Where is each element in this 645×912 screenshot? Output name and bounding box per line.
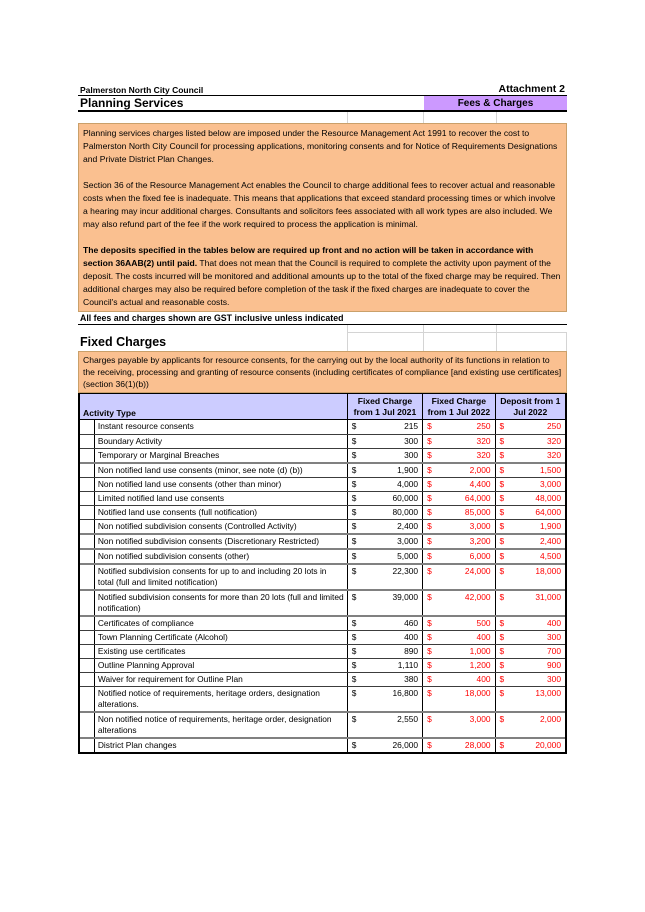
- table-row: [80, 737, 565, 752]
- amount-value: 60,000: [392, 493, 419, 503]
- amount-value: 460: [404, 618, 419, 628]
- currency-symbol: $: [351, 493, 357, 503]
- amount-value: 3,000: [469, 714, 491, 724]
- fixed-2021-cell: [347, 645, 422, 658]
- amount-value: 22,300: [392, 566, 419, 576]
- gridline: [423, 112, 424, 123]
- activity-cell: Non notified subdivision consents (Discretionary Restricted): [94, 535, 347, 548]
- currency-symbol: $: [351, 592, 357, 602]
- intro-paragraph-3: [83, 244, 561, 309]
- activity-cell: Notified subdivision consents for up to and including 20 lots in total (full and limited notification): [94, 565, 347, 589]
- table-row: [80, 491, 565, 505]
- amount-value: 320: [476, 436, 491, 446]
- row-spacer-cell: [80, 506, 94, 519]
- fixed-2021-cell: [347, 535, 422, 548]
- fixed-2021-cell: [347, 550, 422, 563]
- amount-value: 320: [547, 450, 561, 460]
- row-spacer-cell: [80, 631, 94, 644]
- currency-symbol: $: [351, 714, 357, 724]
- amount-value: 1,500: [540, 465, 561, 475]
- fixed-2021-cell: [347, 631, 422, 644]
- currency-symbol: $: [351, 536, 357, 546]
- deposit-cell: [495, 435, 565, 448]
- currency-symbol: $: [427, 714, 432, 724]
- amount-value: 80,000: [392, 507, 419, 517]
- currency-symbol: $: [351, 507, 357, 517]
- header-line: Jul 2022: [513, 406, 548, 417]
- intro-block: [78, 123, 567, 312]
- header-row-2: [78, 96, 567, 112]
- table-row: [80, 658, 565, 672]
- gridline: [423, 333, 424, 351]
- currency-symbol: $: [427, 688, 432, 698]
- fixed-2021-cell: [347, 659, 422, 672]
- activity-cell: Non notified land use consents (minor, see note (d) (b)): [94, 464, 347, 477]
- row-spacer-cell: [80, 687, 94, 711]
- table-row: [80, 672, 565, 686]
- row-spacer-cell: [80, 464, 94, 477]
- currency-symbol: $: [499, 688, 505, 698]
- activity-cell: Limited notified land use consents: [94, 492, 347, 505]
- table-row: [80, 589, 565, 615]
- fixed-2022-cell: [422, 492, 494, 505]
- fixed-2021-cell: [347, 673, 422, 686]
- fixed-2022-cell: [422, 420, 494, 434]
- council-name: Palmerston North City Council: [80, 85, 204, 95]
- intro-paragraph-2: Section 36 of the Resource Management Act enables the Council to charge additional fees to recover actual and reasonable costs when the fixed fee is inadequate. This means that applications that exceed standard processing times or which involve a hearing may incur additional charges. Consultants and solicitors fees associated with all work types are also included. We may also refund part of the fee if the work required to process the application is minimal.: [83, 180, 556, 229]
- deposit-cell: [495, 659, 565, 672]
- fixed-2021-cell: [347, 520, 422, 533]
- gridline: [347, 112, 348, 123]
- currency-symbol: $: [427, 632, 432, 642]
- activity-cell: Non notified notice of requirements, heritage order, designation alterations: [94, 713, 347, 737]
- currency-symbol: $: [499, 507, 505, 517]
- activity-cell: Existing use certificates: [94, 645, 347, 658]
- amount-value: 24,000: [464, 566, 491, 576]
- currency-symbol: $: [351, 479, 357, 489]
- activity-cell: Non notified subdivision consents (Controlled Activity): [94, 520, 347, 533]
- fixed-2022-cell: [422, 713, 494, 737]
- empty-grid-row: [78, 112, 567, 123]
- table-row: [80, 519, 565, 533]
- table-row: [80, 563, 565, 589]
- row-spacer-cell: [80, 420, 94, 434]
- table-row: [80, 615, 565, 630]
- amount-value: 16,800: [392, 688, 419, 698]
- gridline: [496, 333, 497, 351]
- row-spacer-cell: [80, 673, 94, 686]
- activity-cell: Temporary or Marginal Breaches: [94, 449, 347, 462]
- deposit-cell: [495, 713, 565, 737]
- currency-symbol: $: [499, 536, 505, 546]
- table-row: [80, 711, 565, 737]
- deposit-cell: [495, 565, 565, 589]
- amount-value: 250: [476, 421, 491, 431]
- fixed-2022-cell: [422, 449, 494, 462]
- currency-symbol: $: [499, 436, 505, 446]
- deposit-cell: [495, 673, 565, 686]
- fixed-2022-cell: [422, 565, 494, 589]
- fixed-2022-cell: [422, 645, 494, 658]
- amount-value: 2,400: [397, 521, 419, 531]
- row-spacer-cell: [80, 520, 94, 533]
- amount-value: 1,200: [469, 660, 491, 670]
- amount-value: 64,000: [535, 507, 561, 517]
- deposit-cell: [495, 631, 565, 644]
- currency-symbol: $: [499, 714, 505, 724]
- currency-symbol: $: [499, 551, 505, 561]
- table-row: [80, 644, 565, 658]
- currency-symbol: $: [427, 566, 432, 576]
- fixed-2022-cell: [422, 631, 494, 644]
- currency-symbol: $: [351, 618, 357, 628]
- amount-value: 320: [476, 450, 491, 460]
- currency-symbol: $: [351, 436, 357, 446]
- activity-cell: Non notified subdivision consents (other): [94, 550, 347, 563]
- currency-symbol: $: [427, 421, 432, 431]
- activity-cell: Outline Planning Approval: [94, 659, 347, 672]
- currency-symbol: $: [351, 521, 357, 531]
- deposit-cell: [495, 506, 565, 519]
- amount-value: 5,000: [397, 551, 419, 561]
- deposit-cell: [495, 478, 565, 491]
- amount-value: 500: [476, 618, 491, 628]
- activity-cell: Certificates of compliance: [94, 617, 347, 630]
- currency-symbol: $: [427, 674, 432, 684]
- amount-value: 1,900: [397, 465, 419, 475]
- currency-symbol: $: [427, 592, 432, 602]
- deposit-cell: [495, 492, 565, 505]
- activity-cell: Notified land use consents (full notification): [94, 506, 347, 519]
- fees-table-header: [80, 394, 565, 420]
- table-row: [80, 505, 565, 519]
- amount-value: 13,000: [535, 688, 561, 698]
- amount-value: 900: [547, 660, 561, 670]
- currency-symbol: $: [351, 660, 357, 670]
- amount-value: 1,900: [540, 521, 561, 531]
- table-row: [80, 477, 565, 491]
- amount-value: 18,000: [464, 688, 491, 698]
- currency-symbol: $: [427, 536, 432, 546]
- table-row: [80, 462, 565, 477]
- table-row: [80, 434, 565, 448]
- row-spacer-cell: [80, 591, 94, 615]
- amount-value: 700: [547, 646, 561, 656]
- currency-symbol: $: [427, 465, 432, 475]
- currency-symbol: $: [499, 521, 505, 531]
- currency-symbol: $: [351, 632, 357, 642]
- fixed-2022-cell: [422, 435, 494, 448]
- amount-value: 400: [476, 674, 491, 684]
- page-title: Planning Services: [80, 96, 184, 110]
- table-row: [80, 533, 565, 548]
- currency-symbol: $: [351, 740, 357, 750]
- fixed-2022-cell: [422, 673, 494, 686]
- amount-value: 28,000: [464, 740, 491, 750]
- fees-table: [78, 393, 567, 754]
- amount-value: 380: [404, 674, 419, 684]
- gst-note: All fees and charges shown are GST inclusive unless indicated: [78, 312, 567, 325]
- amount-value: 1,000: [469, 646, 491, 656]
- table-row: [80, 548, 565, 563]
- amount-value: 300: [547, 632, 561, 642]
- amount-value: 4,000: [397, 479, 419, 489]
- fixed-2021-cell: [347, 739, 422, 752]
- row-spacer-cell: [80, 435, 94, 448]
- fixed-2022-cell: [422, 591, 494, 615]
- amount-value: 300: [547, 674, 561, 684]
- currency-symbol: $: [427, 507, 432, 517]
- amount-value: 64,000: [464, 493, 491, 503]
- currency-symbol: $: [427, 551, 432, 561]
- currency-symbol: $: [499, 493, 505, 503]
- amount-value: 39,000: [392, 592, 419, 602]
- currency-symbol: $: [499, 646, 505, 656]
- amount-value: 18,000: [535, 566, 561, 576]
- currency-symbol: $: [351, 566, 357, 576]
- deposit-cell: [495, 591, 565, 615]
- gridline: [566, 333, 567, 351]
- row-spacer-cell: [80, 492, 94, 505]
- amount-value: 48,000: [535, 493, 561, 503]
- amount-value: 3,200: [469, 536, 491, 546]
- amount-value: 6,000: [469, 551, 491, 561]
- currency-symbol: $: [351, 646, 357, 656]
- currency-symbol: $: [499, 592, 505, 602]
- section-title-row: [78, 333, 567, 351]
- row-spacer-cell: [80, 713, 94, 737]
- fixed-2021-cell: [347, 713, 422, 737]
- empty-grid-row: [78, 325, 567, 333]
- fixed-2021-cell: [347, 449, 422, 462]
- gridline: [347, 333, 348, 351]
- amount-value: 890: [404, 646, 419, 656]
- fixed-2021-cell: [347, 435, 422, 448]
- header-line: from 1 Jul 2021: [353, 406, 417, 417]
- row-spacer-cell: [80, 617, 94, 630]
- table-row: [80, 448, 565, 462]
- amount-value: 3,000: [540, 479, 561, 489]
- amount-value: 26,000: [392, 740, 419, 750]
- document-content: [78, 80, 567, 754]
- activity-cell: District Plan changes: [94, 739, 347, 752]
- deposit-cell: [495, 449, 565, 462]
- deposit-cell: [495, 687, 565, 711]
- amount-value: 215: [404, 421, 419, 431]
- row-spacer-cell: [80, 645, 94, 658]
- table-row: [80, 686, 565, 711]
- intro-paragraph-1: Planning services charges listed below are imposed under the Resource Management Act 1991 to recover the cost to Palmerston North City Council for processing applications, monitoring consents and for Notice of Requirements Designations and Private District Plan Changes.: [83, 128, 558, 164]
- fixed-2021-cell: [347, 478, 422, 491]
- amount-value: 3,000: [397, 536, 419, 546]
- currency-symbol: $: [499, 566, 505, 576]
- gridline: [496, 112, 497, 123]
- header-line: Deposit from 1: [500, 395, 561, 406]
- amount-value: 3,000: [469, 521, 491, 531]
- currency-symbol: $: [499, 618, 505, 628]
- section-description: Charges payable by applicants for resource consents, for the carrying out by the local authority of its functions in relation to the receiving, processing and granting of resource consents (including certificates of compliance [and existing use certificates] (section 36(1)(b)): [78, 351, 567, 393]
- fixed-2022-cell: [422, 535, 494, 548]
- deposit-cell: [495, 464, 565, 477]
- amount-value: 4,500: [540, 551, 561, 561]
- currency-symbol: $: [427, 479, 432, 489]
- header-line: Fixed Charge: [357, 395, 413, 406]
- amount-value: 4,400: [469, 479, 491, 489]
- currency-symbol: $: [351, 674, 357, 684]
- fixed-2022-cell: [422, 478, 494, 491]
- fees-table-body: [80, 420, 565, 752]
- fixed-2021-cell: [347, 506, 422, 519]
- currency-symbol: $: [427, 436, 432, 446]
- currency-symbol: $: [499, 660, 505, 670]
- fixed-2022-cell: [422, 506, 494, 519]
- currency-symbol: $: [351, 551, 357, 561]
- amount-value: 2,400: [540, 536, 561, 546]
- amount-value: 2,000: [469, 465, 491, 475]
- currency-symbol: $: [427, 521, 432, 531]
- fixed-2021-cell: [347, 565, 422, 589]
- activity-cell: Boundary Activity: [94, 435, 347, 448]
- amount-value: 400: [547, 618, 561, 628]
- fixed-charge-2021-header: [347, 394, 422, 419]
- fees-charges-badge: Fees & Charges: [424, 96, 567, 110]
- currency-symbol: $: [499, 740, 505, 750]
- fixed-2022-cell: [422, 687, 494, 711]
- row-spacer-cell: [80, 449, 94, 462]
- deposit-cell: [495, 520, 565, 533]
- header-row-1: [78, 80, 567, 96]
- amount-value: 400: [476, 632, 491, 642]
- activity-cell: Notified notice of requirements, heritage orders, designation alterations.: [94, 687, 347, 711]
- fixed-2021-cell: [347, 591, 422, 615]
- currency-symbol: $: [427, 618, 432, 628]
- table-row: [80, 630, 565, 644]
- header-line: Fixed Charge: [431, 395, 487, 406]
- deposits-rest-text: That does not mean that the Council is required to complete the activity upon payment of the deposit. The costs incurred will be monitored and additional amounts up to the total of the fixed charge may be required. Then additional charges may also be required before completion of the task if the fixed charges are inadequate to cover the Council's actual and reasonable costs.: [83, 258, 561, 307]
- fixed-2022-cell: [422, 550, 494, 563]
- attachment-label: Attachment 2: [498, 83, 565, 95]
- row-spacer-cell: [80, 535, 94, 548]
- amount-value: 300: [404, 450, 419, 460]
- deposit-cell: [495, 420, 565, 434]
- deposit-cell: [495, 550, 565, 563]
- row-spacer-cell: [80, 659, 94, 672]
- fixed-charge-2022-header: [422, 394, 494, 419]
- activity-cell: Notified subdivision consents for more than 20 lots (full and limited notification): [94, 591, 347, 615]
- deposit-cell: [495, 645, 565, 658]
- currency-symbol: $: [351, 450, 357, 460]
- amount-value: 31,000: [535, 592, 561, 602]
- amount-value: 2,550: [397, 714, 419, 724]
- amount-value: 20,000: [535, 740, 561, 750]
- header-line: from 1 Jul 2022: [427, 406, 491, 417]
- amount-value: 1,110: [397, 660, 419, 670]
- deposit-cell: [495, 739, 565, 752]
- fixed-2021-cell: [347, 464, 422, 477]
- amount-value: 320: [547, 436, 561, 446]
- activity-cell: Waiver for requirement for Outline Plan: [94, 673, 347, 686]
- currency-symbol: $: [499, 450, 505, 460]
- activity-cell: Town Planning Certificate (Alcohol): [94, 631, 347, 644]
- deposit-cell: [495, 617, 565, 630]
- activity-cell: Instant resource consents: [94, 420, 347, 434]
- currency-symbol: $: [427, 660, 432, 670]
- currency-symbol: $: [427, 450, 432, 460]
- currency-symbol: $: [427, 646, 432, 656]
- currency-symbol: $: [499, 674, 505, 684]
- row-spacer-cell: [80, 478, 94, 491]
- fixed-2021-cell: [347, 492, 422, 505]
- currency-symbol: $: [499, 421, 505, 431]
- amount-value: 300: [404, 436, 419, 446]
- row-spacer-cell: [80, 739, 94, 752]
- currency-symbol: $: [427, 740, 432, 750]
- table-row: [80, 420, 565, 434]
- activity-type-header: Activity Type: [83, 408, 136, 418]
- fixed-2021-cell: [347, 617, 422, 630]
- fixed-2021-cell: [347, 687, 422, 711]
- deposits-bold-text: The deposits specified in the tables below are required up front and no action will be taken in accordance with section 36AAB(2) until paid.: [83, 245, 534, 268]
- row-spacer-cell: [80, 565, 94, 589]
- fixed-2022-cell: [422, 617, 494, 630]
- currency-symbol: $: [499, 465, 505, 475]
- currency-symbol: $: [427, 493, 432, 503]
- deposit-cell: [495, 535, 565, 548]
- activity-cell: Non notified land use consents (other than minor): [94, 478, 347, 491]
- section-title: Fixed Charges: [80, 335, 167, 349]
- currency-symbol: $: [351, 688, 357, 698]
- currency-symbol: $: [351, 465, 357, 475]
- currency-symbol: $: [499, 632, 505, 642]
- fixed-2022-cell: [422, 659, 494, 672]
- amount-value: 85,000: [464, 507, 491, 517]
- currency-symbol: $: [499, 479, 505, 489]
- amount-value: 2,000: [540, 714, 561, 724]
- fixed-2022-cell: [422, 739, 494, 752]
- fixed-2022-cell: [422, 520, 494, 533]
- currency-symbol: $: [351, 421, 357, 431]
- deposit-2022-header: [495, 394, 565, 419]
- fixed-2022-cell: [422, 464, 494, 477]
- amount-value: 400: [404, 632, 419, 642]
- amount-value: 42,000: [464, 592, 491, 602]
- amount-value: 250: [547, 421, 561, 431]
- row-spacer-cell: [80, 550, 94, 563]
- fixed-2021-cell: [347, 420, 422, 434]
